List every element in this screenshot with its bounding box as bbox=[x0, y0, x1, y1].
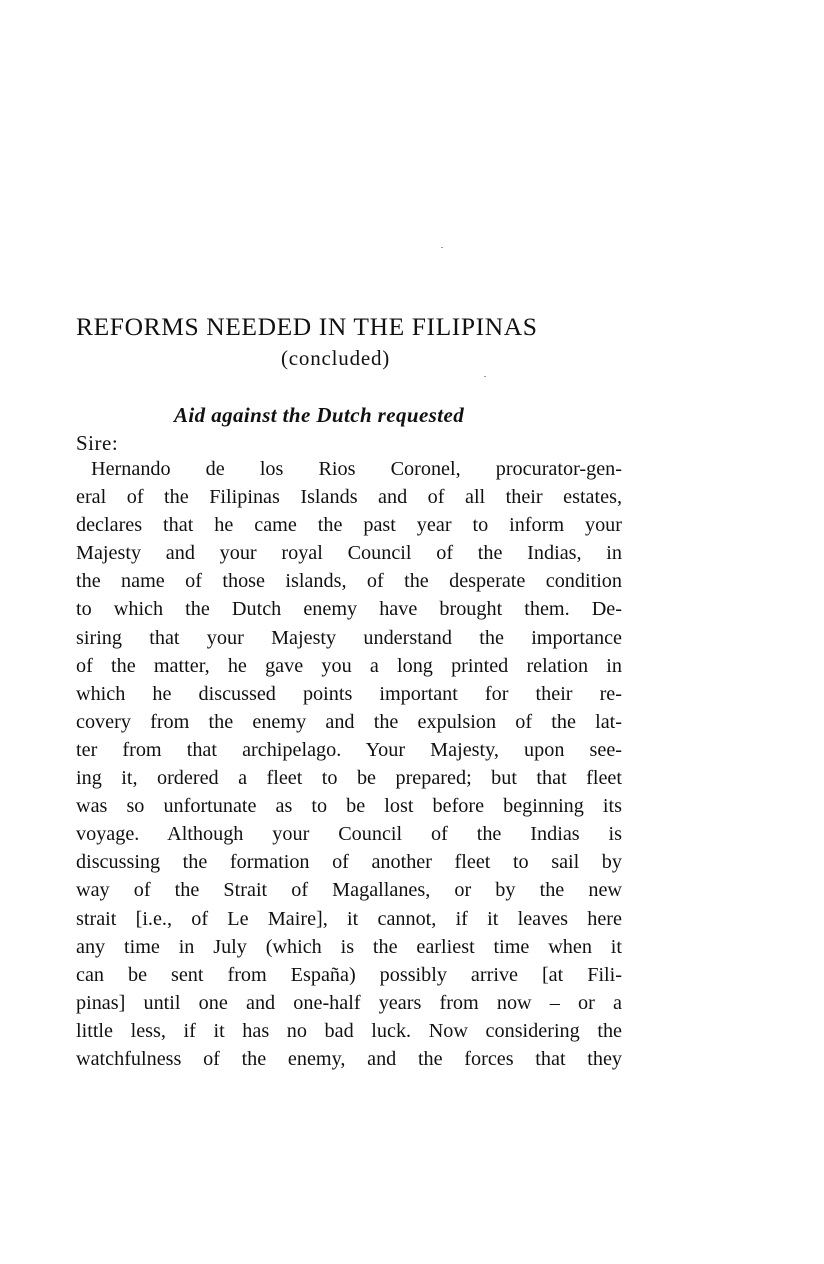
text-line: of the matter, he gave you a long printed relation in bbox=[76, 654, 622, 677]
text-line: Hernando de los Rios Coronel, procurator-gen- bbox=[91, 458, 622, 480]
text-line: way of the Strait of Magallanes, or by the new bbox=[76, 879, 622, 902]
document-title: REFORMS NEEDED IN THE FILIPINAS bbox=[76, 312, 538, 341]
print-speck bbox=[441, 247, 443, 248]
text-line: ing it, ordered a fleet to be prepared; but that fleet bbox=[76, 767, 622, 790]
text-line: declares that he came the past year to inform your bbox=[76, 514, 622, 537]
text-line: covery from the enemy and the expulsion of the lat- bbox=[76, 710, 622, 733]
text-line: Majesty and your royal Council of the Indias, in bbox=[76, 542, 622, 565]
text-line: pinas] until one and one-half years from now – or a bbox=[76, 991, 622, 1014]
text-line: little less, if it has no bad luck. Now considering the bbox=[76, 1019, 622, 1042]
text-line: which he discussed points important for their re- bbox=[76, 682, 622, 705]
text-line: eral of the Filipinas Islands and of all their estates, bbox=[76, 486, 622, 509]
text-line: the name of those islands, of the desperate condition bbox=[76, 570, 622, 593]
text-line: can be sent from España) possibly arrive [at Fili- bbox=[76, 963, 622, 986]
text-line: discussing the formation of another fleet to sail by bbox=[76, 851, 622, 874]
text-line: was so unfortunate as to be lost before beginning its bbox=[76, 795, 622, 818]
text-line: strait [i.e., of Le Maire], it cannot, if it leaves here bbox=[76, 907, 622, 930]
text-line: any time in July (which is the earliest time when it bbox=[76, 935, 622, 958]
print-speck bbox=[484, 376, 486, 377]
text-line: watchfulness of the enemy, and the forces that they bbox=[76, 1047, 622, 1070]
section-heading: Aid against the Dutch requested bbox=[174, 403, 465, 427]
body-paragraph bbox=[76, 455, 622, 1073]
salutation: Sire: bbox=[76, 431, 119, 455]
document-subtitle: (concluded) bbox=[281, 346, 391, 370]
text-line: ter from that archipelago. Your Majesty, upon see- bbox=[76, 738, 622, 761]
text-line: voyage. Although your Council of the Indias is bbox=[76, 823, 622, 846]
text-line: to which the Dutch enemy have brought them. De- bbox=[76, 598, 622, 621]
text-line: siring that your Majesty understand the importance bbox=[76, 626, 622, 649]
